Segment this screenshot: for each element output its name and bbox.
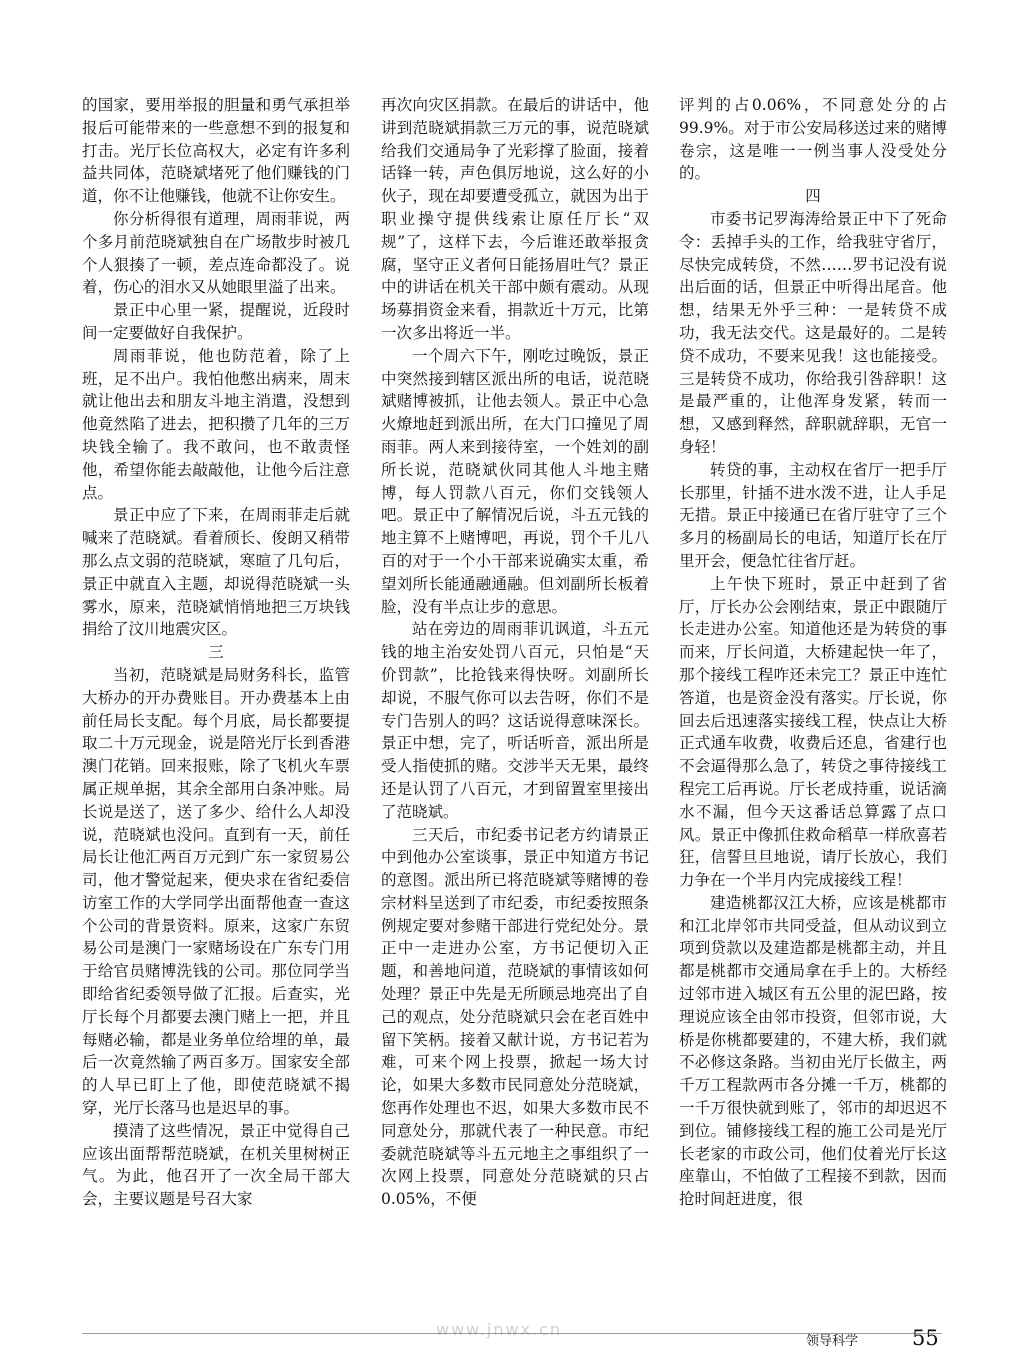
paragraph: 一个周六下午，刚吃过晚饭，景正中突然接到辖区派出所的电话，说范晓斌赌博被抓，让他去领人。景正中心急火燎地赶到派出所，在大门口撞见了周雨菲。两人来到接待室，一个姓刘的副所长说，范晓斌伙同其他人斗地主赌博，每人罚款八百元，你们交钱领人吧。景正中了解情况后说，斗五元钱的地主算不上赌博吧，再说，罚个千儿八百的对于一个小干部来说确实太重，希望刘所长能通融通融。但刘副所长板着脸，没有半点让步的意思。 [381,346,649,616]
section-heading-three: 三 [208,643,224,662]
paragraph: 建造桃都汉江大桥，应该是桃都市和江北岸邻市共同受益，但从动议到立项到贷款以及建造都是桃都主动，并且都是桃都市交通局拿在手上的。大桥经过邻市进入城区有五公里的泥巴路，按理说应该全由邻市投资，但邻市说，大桥是你桃都要建的，不建大桥，我们就不必修这条路。当初由光厅长做主，两千万工程款两市各分摊一千万，桃都的一千万很快就到账了，邻市的却迟迟不到位。铺修接线工程的施工公司是光厅长老家的市政公司，他们仗着光厅长这座靠山，不怕做了工程接不到款，因而抢时间赶进度，很 [679,893,947,1209]
text-column-1 [82,94,350,1211]
watermark: www.jnwx.cn [436,1320,563,1339]
paragraph: 周雨菲说，他也防范着，除了上班，足不出户。我怕他憋出病来，周末就让他出去和朋友斗地主消遣，没想到他竟然陷了进去，把积攒了几年的三万块钱全输了。我不敢问，也不敢责怪他，希望你能去敲敲他，让他今后注意点。 [82,346,350,502]
paragraph: 站在旁边的周雨菲讥讽道，斗五元钱的地主治安处罚八百元，只怕是“天价罚款”，比抢钱来得快呀。刘副所长却说，不服气你可以去告呀，你们不是专门告别人的吗？这话说得意味深长。景正中想，完了，听话听音，派出所是受人指使抓的赌。交涉半天无果，最终还是认罚了八百元，才到留置室里接出了范晓斌。 [381,620,649,821]
paragraph: 三天后，市纪委书记老方约请景正中到他办公室谈事，景正中知道方书记的意图。派出所已将范晓斌等赌博的卷宗材料呈送到了市纪委，市纪委按照条例规定要对参赌干部进行党纪处分。景正中一走进办公室，方书记便切入正题，和善地问道，范晓斌的事情该如何处理？景正中先是无所顾忌地亮出了自己的观点，处分范晓斌只会在老百姓中留下笑柄。接着又献计说，方书记若为难，可来个网上投票，掀起一场大讨论，如果大多数市民同意处分范晓斌，您再作处理也不迟，如果大多数市民不同意处分，那就代表了一种民意。市纪委就范晓斌等斗五元地主之事组织了一次网上投票，同意处分范晓斌的只占0.05%，不便 [381,825,649,1209]
paragraph: 的国家，要用举报的胆量和勇气承担举报后可能带来的一些意想不到的报复和打击。光厅长位高权大，必定有许多利益共同体，范晓斌堵死了他们赚钱的门道，你不让他赚钱，他就不让你安生。 [82,96,350,206]
paragraph: 景正中应了下来，在周雨菲走后就喊来了范晓斌。看着颀长、俊朗又稍带那么点文弱的范晓斌，寒暄了几句后，景正中就直入主题，却说得范晓斌一头雾水，原来，范晓斌悄悄地把三万块钱捐给了汶川地震灾区。 [82,506,350,639]
paragraph: 再次向灾区捐款。在最后的讲话中，他讲到范晓斌捐款三万元的事，说范晓斌给我们交通局争了光彩撑了脸面，接着话锋一转，声色俱厉地说，这么好的小伙子，现在却要遭受孤立，就因为出于职业操守提供线索让原任厅长“双规”了，这样下去，今后谁还敢举报贪腐，坚守正义者何日能扬眉吐气？景正中的讲话在机关干部中颇有震动。从现场募捐资金来看，捐款近十万元，比第一次多出将近一半。 [381,96,649,342]
paragraph: 摸清了这些情况，景正中觉得自己应该出面帮帮范晓斌，在机关里树树正气。为此，他召开了一次全局干部大会，主要议题是号召大家 [82,1121,350,1209]
page-number: 55 [912,1326,939,1350]
paragraph: 你分析得很有道理，周雨菲说，两个多月前范晓斌独自在广场散步时被几个人狠揍了一顿，差点连命都没了。说着，伤心的泪水又从她眼里溢了出来。 [82,209,350,297]
section-heading-four: 四 [805,187,821,206]
paragraph: 当初，范晓斌是局财务科长，监管大桥办的开办费账目。开办费基本上由前任局长支配。每个月底，局长都要提取二十万元现金，说是陪光厅长到香港澳门花销。回来报账，除了飞机火车票属正规单据，其余全部用白条冲账。局长说是送了，送了多少、给什么人却没说，范晓斌也没问。直到有一天，前任局长让他汇两百万元到广东一家贸易公司，他才警觉起来，便央求在省纪委信访室工作的大学同学出面帮他查一查这个公司的背景资料。原来，这家广东贸易公司是澳门一家赌场设在广东专门用于给官员赌博洗钱的公司。那位同学当即给省纪委领导做了汇报。后查实，光厅长每个月都要去澳门赌上一把，并且每赌必输，都是业务单位给埋的单，最后一次竟然输了两百多万。国家安全部的人早已盯上了他，即使范晓斌不揭穿，光厅长落马也是迟早的事。 [82,665,350,1118]
journal-name: 领导科学 [806,1334,859,1349]
text-column-2 [381,94,649,1211]
paragraph: 景正中心里一紧，提醒说，近段时间一定要做好自我保护。 [82,301,350,342]
paragraph: 市委书记罗海涛给景正中下了死命令：丢掉手头的工作，给我驻守省厅，尽快完成转贷，不然……罗书记没有说出后面的话，但景正中听得出尾音。他想，结果无外乎三种：一是转贷不成功，我无法交代。这是最好的。二是转贷不成功，不要来见我！这也能接受。三是转贷不成功，你给我引咎辞职！这是最严重的，让他浑身发紧，转而一想，又感到释然，辞职就辞职，无官一身轻！ [679,209,947,456]
paragraph: 上午快下班时，景正中赶到了省厅，厅长办公会刚结束，景正中跟随厅长走进办公室。知道他还是为转贷的事而来，厅长问道，大桥建起快一年了，那个接线工程咋还未完工？景正中连忙答道，也是资金没有落实。厅长说，你回去后迅速落实接线工程，快点让大桥正式通车收费，收费后还息，省建行也不会逼得那么急了，转贷之事待接线工程完工后再说。厅长老成持重，说话滴水不漏，但今天这番话总算露了点口风。景正中像抓住救命稻草一样欣喜若狂，信誓旦旦地说，请厅长放心，我们力争在一个半月内完成接线工程！ [679,574,947,890]
paragraph: 转贷的事，主动权在省厅一把手厅长那里，针插不进水泼不进，让人手足无措。景正中接通已在省厅驻守了三个多月的杨副局长的电话，知道厅长在厅里开会，便急忙往省厅赶。 [679,460,947,570]
paragraph: 评判的占0.06%，不同意处分的占99.9%。对于市公安局移送过来的赌博卷宗，这是唯一一例当事人没受处分的。 [679,96,947,183]
text-column-3 [679,94,947,1211]
